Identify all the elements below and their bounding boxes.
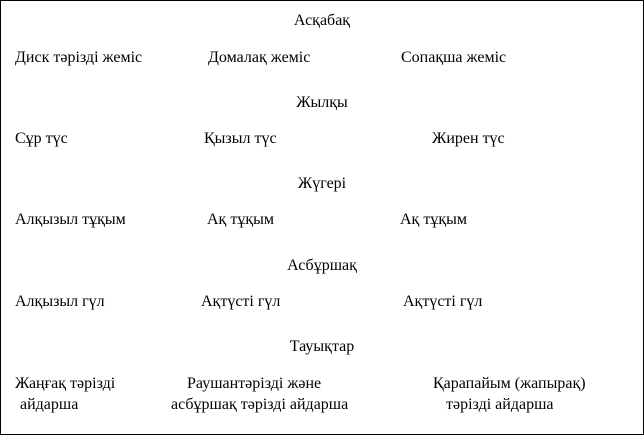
- section-title-horse: Жылқы: [296, 94, 348, 111]
- pea-item-white-2: Ақтүсті гүл: [403, 293, 483, 310]
- pea-item-crimson: Алқызыл гүл: [15, 293, 105, 310]
- pumpkin-item-oval: Сопақша жеміс: [401, 49, 507, 66]
- section-title-corn: Жүгері: [297, 175, 347, 192]
- chicken-item-walnut-line2: айдарша: [20, 396, 79, 413]
- chicken-item-single-line2: тәрізді айдарша: [446, 396, 554, 413]
- section-title-chickens: Тауықтар: [289, 338, 355, 355]
- pumpkin-item-disc: Диск тәрізді жеміс: [15, 49, 143, 66]
- corn-item-white-2: Ақ тұқым: [400, 211, 467, 228]
- section-title-pumpkin: Асқабақ: [293, 12, 351, 29]
- horse-item-grey: Сұр түс: [15, 130, 68, 147]
- horse-item-chestnut: Жирен түс: [432, 130, 505, 147]
- corn-item-crimson: Алқызыл тұқым: [15, 211, 126, 228]
- corn-item-white-1: Ақ тұқым: [207, 211, 274, 228]
- chicken-item-single-line1: Қарапайым (жапырақ): [433, 375, 586, 392]
- chicken-item-rose-pea-line2: асбұршақ тәрізді айдарша: [171, 396, 349, 413]
- section-title-pea: Асбұршақ: [287, 257, 357, 274]
- chicken-item-rose-pea-line1: Раушантәрізді және: [187, 375, 322, 392]
- horse-item-red: Қызыл түс: [204, 130, 277, 147]
- pea-item-white-1: Ақтүсті гүл: [201, 293, 281, 310]
- chicken-item-walnut-line1: Жаңғақ тәрізді: [15, 375, 116, 392]
- pumpkin-item-round: Домалақ жеміс: [208, 49, 311, 66]
